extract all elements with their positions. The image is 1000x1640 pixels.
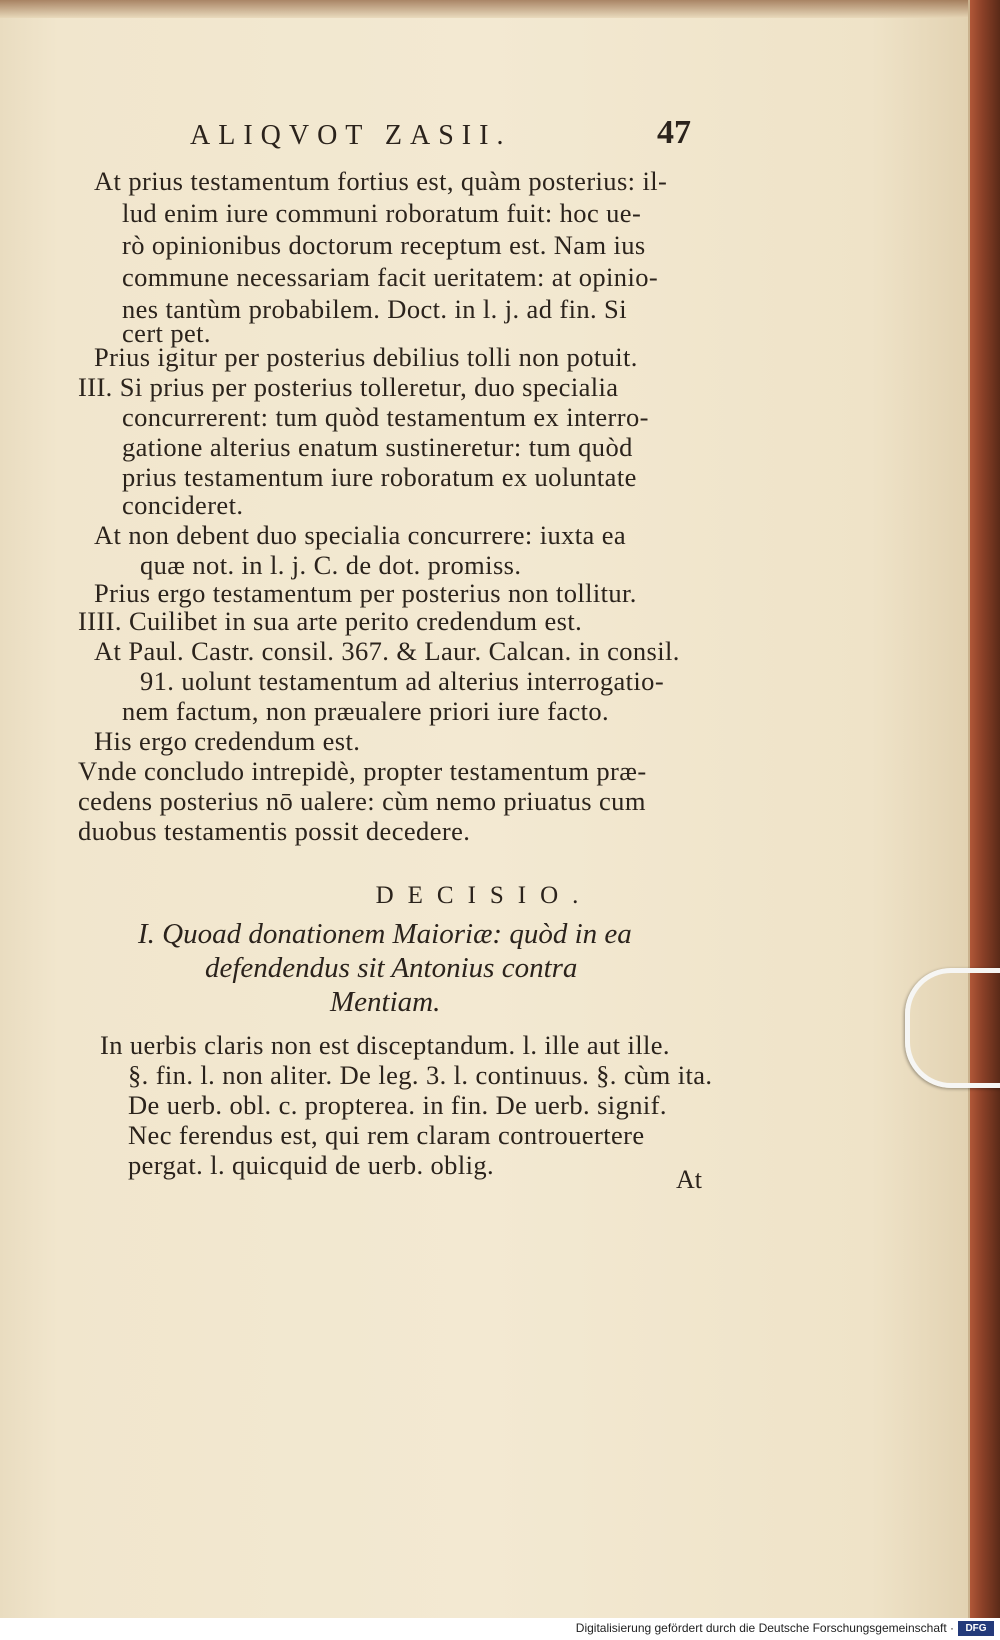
body-line: IIII. Cuilibet in sua arte perito credendum est. [78,606,583,636]
page-header [190,114,730,154]
decisio-line: De uerb. obl. c. propterea. in fin. De uerb. signif. [128,1090,667,1120]
body-line: Prius igitur per posterius debilius tolli non potuit. [94,342,638,372]
page-clip [905,968,1000,1088]
body-line: At non debent duo specialia concurrere: iuxta ea [94,520,627,550]
footer-bar [0,1618,1000,1640]
body-line: duobus testamentis possit decedere. [78,816,471,846]
body-line: rò opinionibus doctorum receptum est. Nam ius [122,230,646,260]
body-line: cedens posterius nō ualere: cùm nemo priuatus cum [78,786,646,816]
dfg-logo: DFG [958,1621,994,1636]
body-line: His ergo credendum est. [94,726,361,756]
page-top-shadow [0,0,968,18]
body-line: 91. uolunt testamentum ad alterius interrogatio- [140,666,665,696]
body-line: prius testamentum iure roboratum ex uoluntate [122,462,637,492]
body-line: nem factum, non præualere priori iure facto. [122,696,610,726]
body-line: lud enim iure communi roboratum fuit: hoc ue- [122,198,642,228]
italic-summary-line: defendendus sit Antonius contra [205,952,578,984]
page-number: 47 [657,114,691,151]
body-line: nes tantùm probabilem. Doct. in l. j. ad fin. Si [122,294,627,324]
body-line: Prius ergo testamentum per posterius non tollitur. [94,578,637,608]
catchword: At [676,1165,702,1194]
decisio-line: §. fin. l. non aliter. De leg. 3. l. continuus. §. cùm ita. [128,1060,713,1090]
body-line: commune necessariam facit ueritatem: at opinio- [122,262,659,292]
italic-summary-line: Mentiam. [330,986,441,1018]
body-line: quæ not. in l. j. C. de dot. promiss. [140,550,522,580]
body-line: III. Si prius per posterius tolleretur, duo specialia [78,372,619,402]
body-line: gatione alterius enatum sustineretur: tum quòd [122,432,633,462]
body-line: At Paul. Castr. consil. 367. & Laur. Calcan. in consil. [94,636,680,666]
decisio-line: pergat. l. quicquid de uerb. oblig. [128,1150,495,1180]
body-line: concurrerent: tum quòd testamentum ex interro- [122,402,649,432]
decisio-line: In uerbis claris non est disceptandum. l. ille aut ille. [100,1030,670,1060]
funding-credit: Digitalisierung gefördert durch die Deutsche Forschungsgemeinschaft · [575,1621,954,1635]
italic-summary-line: I. Quoad donationem Maioriæ: quòd in ea [138,918,632,950]
body-line: At prius testamentum fortius est, quàm posterius: il- [94,166,668,196]
body-line: cert pet. [122,318,211,348]
body-line: concideret. [122,490,244,520]
running-title: ALIQVOT ZASII. [190,120,512,151]
body-line: Vnde concludo intrepidè, propter testamentum præ- [78,756,647,786]
section-heading: DECISIO. [375,882,593,909]
decisio-line: Nec ferendus est, qui rem claram controuertere [128,1120,645,1150]
